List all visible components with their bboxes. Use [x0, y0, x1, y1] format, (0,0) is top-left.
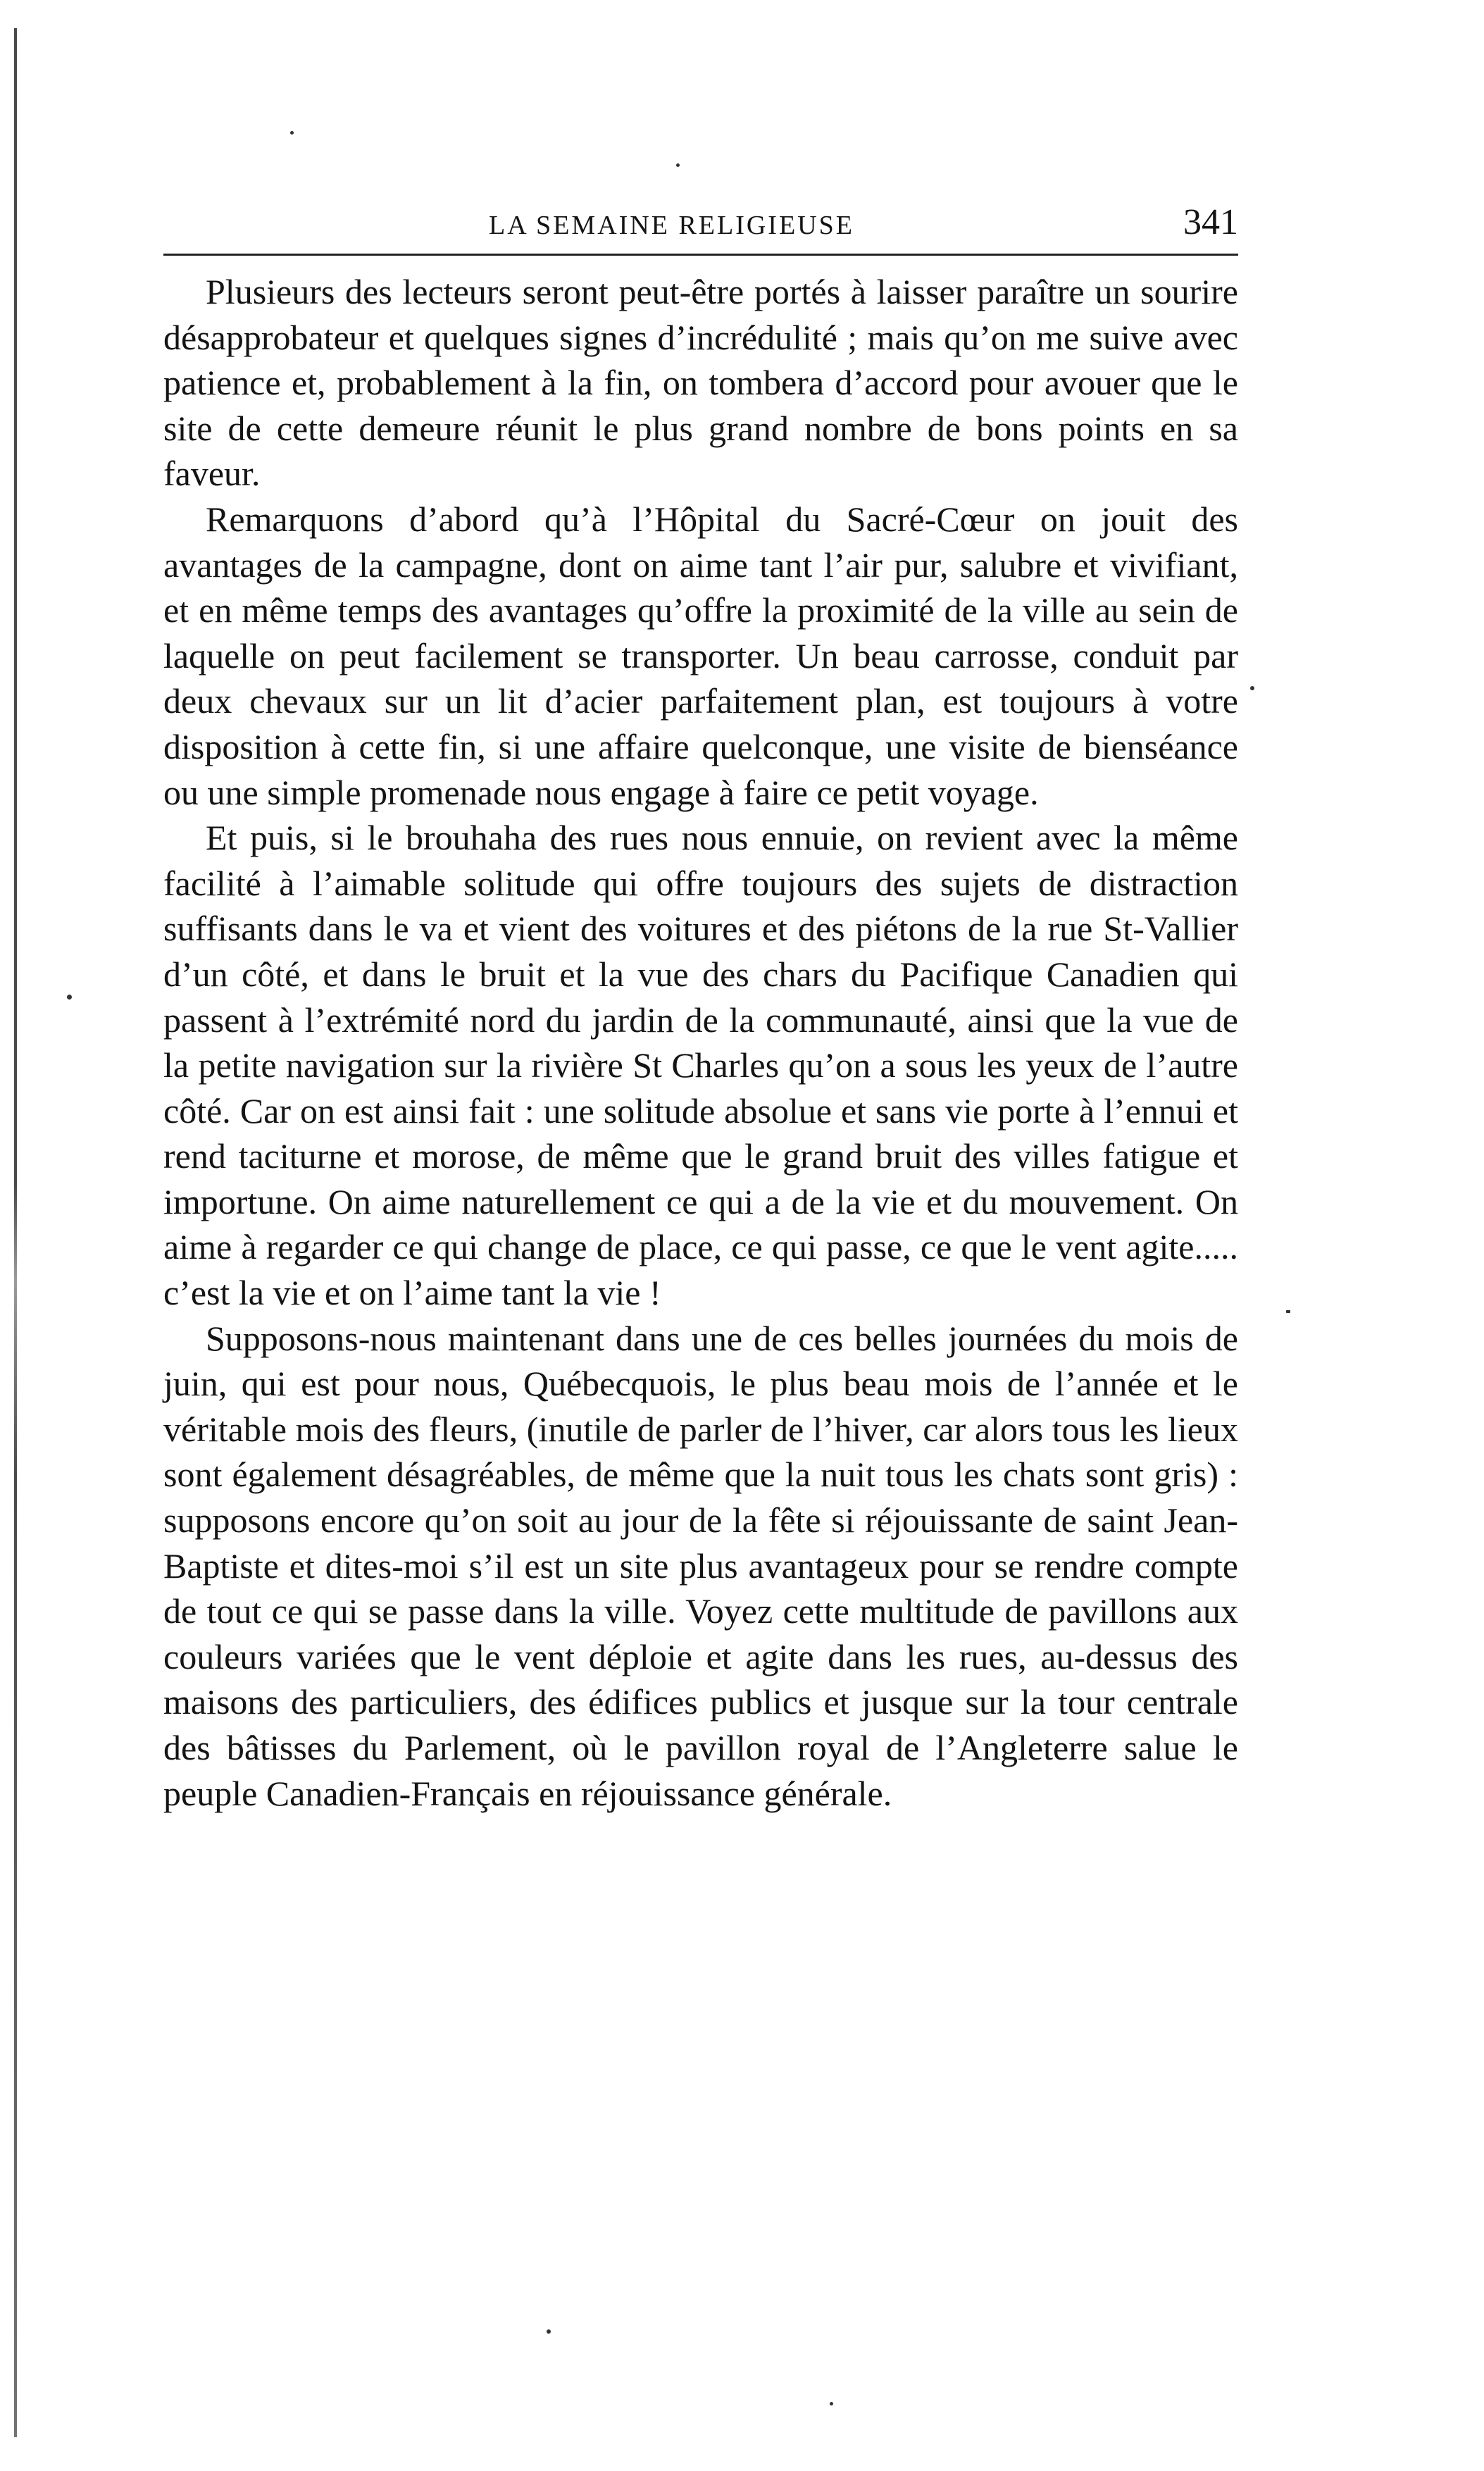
page-number: 341	[1183, 202, 1238, 242]
paragraph: Remarquons d’abord qu’à l’Hôpital du Sacré-Cœur on jouit des avantages de la campagne, dont on aime tant l’air pur, salubre et vivifiant, et en même temps des avantages qu’offre la proximité de la ville au sein de laquelle on peut facilement se transporter. Un beau carrosse, conduit par deux chevaux sur un lit d’acier parfaitement plan, est toujours à votre disposition à cette fin, si une affaire quelconque, une visite de bienséance ou une simple promenade nous engage à faire ce petit voyage.	[163, 499, 1238, 812]
running-head	[163, 201, 1238, 251]
body-text	[163, 269, 1238, 1816]
binding-edge-line	[14, 28, 17, 2437]
ink-speck	[547, 2329, 551, 2334]
ink-speck	[676, 163, 680, 167]
ink-speck	[290, 131, 294, 135]
ink-speck	[1250, 686, 1254, 690]
paragraph: Supposons-nous maintenant dans une de ces belles journées du mois de juin, qui est pour nous, Québecquois, le plus beau mois de l’année et le véritable mois des fleurs, (inutile de parler de l’hiver, car alors tous les lieux sont également désagréables, de même que la nuit tous les chats sont gris) : supposons encore qu’on soit au jour de la fête si réjouissante de saint Jean-Baptiste et dites-moi s’il est un site plus avantageux pour se rendre compte de tout ce qui se passe dans la ville. Voyez cette multitude de pavillons aux couleurs variées que le vent déploie et agite dans les rues, au-dessus des maisons des particuliers, des édifices publics et jusque sur la tour centrale des bâtisses du Parlement, où le pavillon royal de l’Angleterre salue le peuple Canadien-Français en réjouissance générale.	[163, 1318, 1238, 1813]
paragraph: Et puis, si le brouhaha des rues nous ennuie, on revient avec la même facilité à l’aimable solitude qui offre toujours des sujets de distraction suffisants dans le va et vient des voitures et des piétons de la rue St-Vallier d’un côté, et dans le bruit et la vue des chars du Pacifique Canadien qui passent à l’extrémité nord du jardin de la communauté, ainsi que la vue de la petite navigation sur la rivière St Charles qu’on a sous les yeux de l’autre côté. Car on est ainsi fait : une solitude absolue et sans vie porte à l’ennui et rend taciturne et morose, de même que le grand bruit des villes fatigue et importune. On aime naturellement ce qui a de la vie et du mouvement. On aime à regarder ce qui change de place, ce qui passe, ce que le vent agite..... c’est la vie et on l’aime tant la vie !	[163, 818, 1238, 1313]
ink-speck	[830, 2402, 833, 2405]
running-title: LA SEMAINE RELIGIEUSE	[489, 211, 854, 240]
ink-speck	[1286, 1310, 1290, 1313]
ink-speck	[67, 995, 72, 1000]
header-rule	[163, 254, 1238, 256]
paragraph: Plusieurs des lecteurs seront peut-être portés à laisser paraître un sourire désapprobateur et quelques signes d’incrédulité ; mais qu’on me suive avec patience et, probablement à la fin, on tombera d’accord pour avouer que le site de cette demeure réunit le plus grand nombre de bons points en sa faveur.	[163, 272, 1238, 494]
